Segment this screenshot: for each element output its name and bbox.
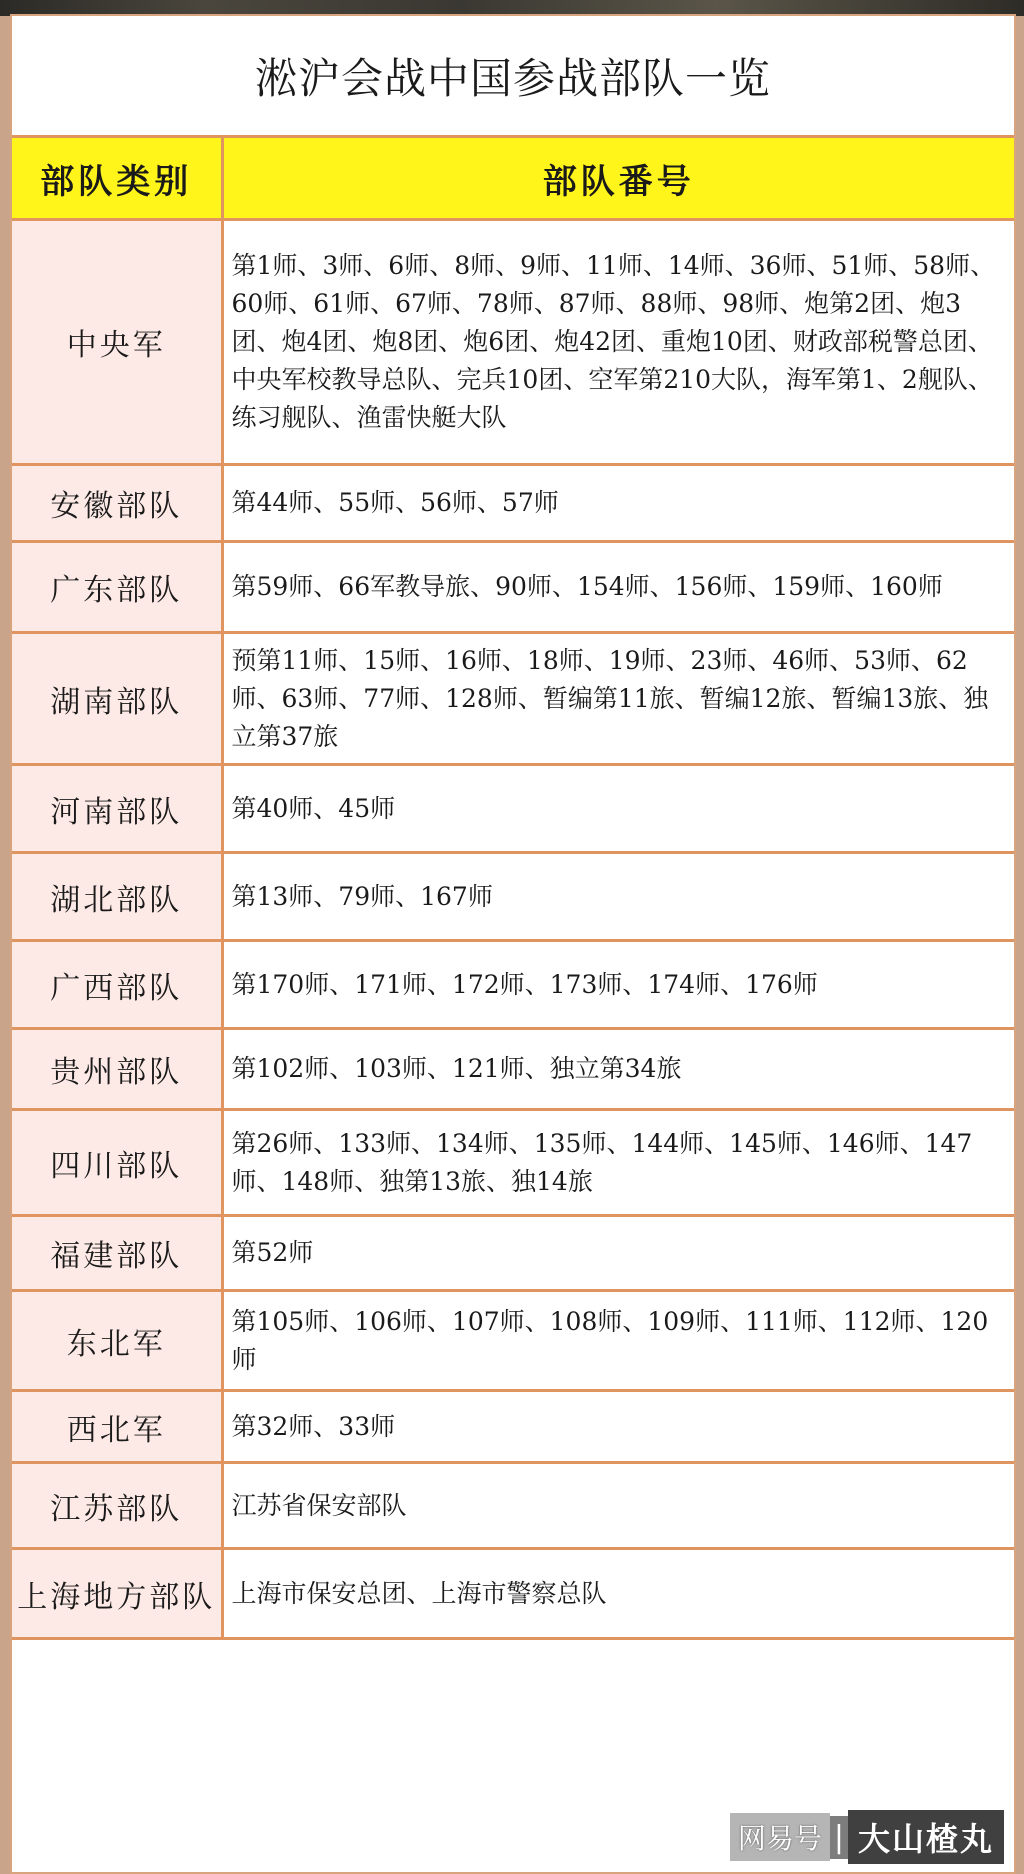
- header-row: [12, 138, 1014, 220]
- table-row: [12, 633, 1014, 765]
- row-category: 安徽部队: [12, 465, 222, 542]
- row-units: 预第11师、15师、16师、18师、19师、23师、46师、53师、62师、63师、77师、128师、暂编第11旅、暂编12旅、暂编13旅、独立第37旅: [222, 633, 1014, 765]
- row-category: 福建部队: [12, 1216, 222, 1291]
- row-category: 贵州部队: [12, 1029, 222, 1110]
- row-units: 第40师、45师: [222, 765, 1014, 853]
- row-category: 四川部队: [12, 1110, 222, 1216]
- table-row: [12, 1110, 1014, 1216]
- row-category: 广西部队: [12, 941, 222, 1029]
- table-row: [12, 1463, 1014, 1549]
- row-units: 第1师、3师、6师、8师、9师、11师、14师、36师、51师、58师、60师、61师、67师、78师、87师、88师、98师、炮第2团、炮3团、炮4团、炮8团、炮6团、炮42团、重炮10团、财政部税警总团、中央军校教导总队、完兵10团、空军第210大队，海军第1、2舰队、练习舰队、渔雷快艇大队: [222, 220, 1014, 465]
- table-row: [12, 542, 1014, 633]
- watermark-source: 网易号: [730, 1813, 830, 1861]
- row-units: 第52师: [222, 1216, 1014, 1291]
- title-box: [12, 16, 1014, 138]
- page-title: 淞沪会战中国参战部队一览: [254, 53, 771, 103]
- row-units: 江苏省保安部队: [222, 1463, 1014, 1549]
- table-row: [12, 1216, 1014, 1291]
- row-units: 第44师、55师、56师、57师: [222, 465, 1014, 542]
- units-table: [12, 138, 1014, 1640]
- row-category: 中央军: [12, 220, 222, 465]
- row-category: 湖南部队: [12, 633, 222, 765]
- table-row: [12, 1291, 1014, 1391]
- header-units: 部队番号: [222, 138, 1014, 220]
- row-category: 东北军: [12, 1291, 222, 1391]
- row-units: 第59师、66军教导旅、90师、154师、156师、159师、160师: [222, 542, 1014, 633]
- row-units: 第105师、106师、107师、108师、109师、111师、112师、120师: [222, 1291, 1014, 1391]
- row-category: 西北军: [12, 1391, 222, 1463]
- table-row: [12, 1029, 1014, 1110]
- table-row: [12, 220, 1014, 465]
- row-category: 湖北部队: [12, 853, 222, 941]
- row-units: 上海市保安总团、上海市警察总队: [222, 1549, 1014, 1639]
- row-units: 第13师、79师、167师: [222, 853, 1014, 941]
- watermark-separator: |: [830, 1816, 848, 1859]
- row-units: 第170师、171师、172师、173师、174师、176师: [222, 941, 1014, 1029]
- row-units: 第102师、103师、121师、独立第34旅: [222, 1029, 1014, 1110]
- table-row: [12, 853, 1014, 941]
- row-category: 广东部队: [12, 542, 222, 633]
- row-units: 第32师、33师: [222, 1391, 1014, 1463]
- table-row: [12, 1391, 1014, 1463]
- table-row: [12, 465, 1014, 542]
- header-category: 部队类别: [12, 138, 222, 220]
- row-category: 江苏部队: [12, 1463, 222, 1549]
- row-category: 河南部队: [12, 765, 222, 853]
- watermark: [730, 1811, 1004, 1863]
- table-sheet: [10, 14, 1016, 1874]
- table-row: [12, 765, 1014, 853]
- row-category: 上海地方部队: [12, 1549, 222, 1639]
- table-row: [12, 941, 1014, 1029]
- table-row: [12, 1549, 1014, 1639]
- watermark-author: 大山楂丸: [848, 1810, 1004, 1864]
- row-units: 第26师、133师、134师、135师、144师、145师、146师、147师、148师、独第13旅、独14旅: [222, 1110, 1014, 1216]
